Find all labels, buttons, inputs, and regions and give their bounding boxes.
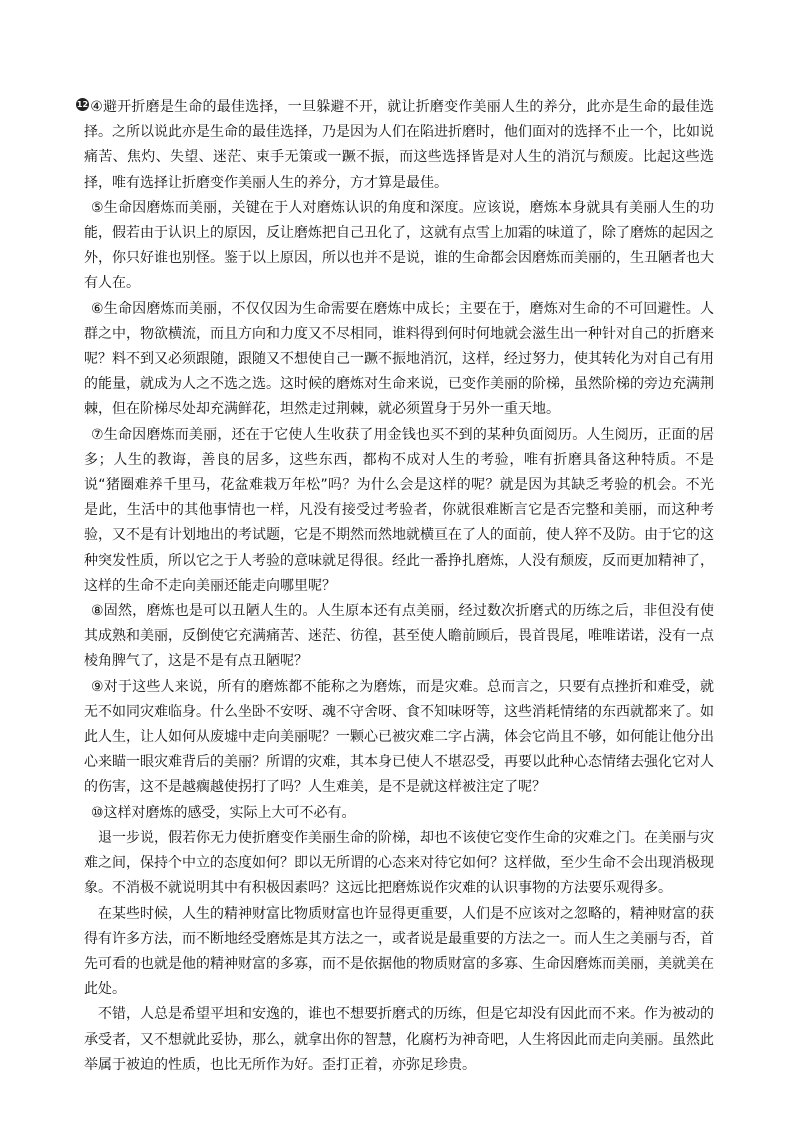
question-number-badge: 12 [76, 100, 89, 109]
paragraph-13: 不错，人总是希望平坦和安逸的，谁也不想要折磨式的历练，但是它却没有因此而不来。作为被动的承受者，又不想就此妥协，那么，就拿出你的智慧，化腐朽为神奇吧，人生将因此而走向美丽。虽然此举属于被迫的性质，也比无所作为好。歪打正着，亦弥足珍贵。 [84, 1006, 714, 1073]
paragraph-4-text: ④避开折磨是生命的最佳选择，一旦躲避不开，就让折磨变作美丽人生的养分，此亦是生命的最佳选择。之所以说此亦是生命的最佳选择，乃是因为人们在陷进折磨时，他们面对的选择不止一个，比如说痛苦、焦灼、失望、迷茫、束手无策或一蹶不振，而这些选择皆是对人生的消沉与颓废。比起这些选择，唯有选择让折磨变作美丽人生的养分，方才算是最佳。 [84, 99, 714, 191]
paragraph-8: ⑧固然，磨炼也是可以丑陋人生的。人生原本还有点美丽，经过数次折磨式的历练之后，非但没有使其成熟和美丽，反倒使它充满痛苦、迷茫、彷徨，甚至使人瞻前顾后，畏首畏尾，唯唯诺诺，没有一点棱角脾气了，这是不是有点丑陋呢？ [84, 603, 714, 670]
document-page [76, 95, 714, 1078]
paragraph-9: ⑨对于这些人来说，所有的磨炼都不能称之为磨炼，而是灾难。总而言之，只要有点挫折和难受，就无不如同灾难临身。什么坐卧不安呀、魂不守舍呀、食不知味呀等，这些消耗情绪的东西就都来了。如此人生，让人如何从废墟中走向美丽呢？一颗心已被灾难二字占满，体会它尚且不够，如何能让他分出心来瞄一眼灾难背后的美丽？所谓的灾难，其本身已使人不堪忍受，再要以此种心态情绪去强化它对人的伤害，这不是越瘸越使拐打了吗？人生难美，是不是就这样被注定了呢？ [84, 678, 714, 796]
paragraph-6: ⑥生命因磨炼而美丽，不仅仅因为生命需要在磨炼中成长；主要在于，磨炼对生命的不可回避性。人群之中，物欲横流，而且方向和力度又不尽相同，谁料得到何时何地就会滋生出一种针对自己的折磨来呢？料不到又必须跟随，跟随又不想使自己一蹶不振地消沉，这样，经过努力，使其转化为对自己有用的能量，就成为人之不选之选。这时候的磨炼对生命来说，已变作美丽的阶梯，虽然阶梯的旁边充满荆棘，但在阶梯尽处却充满鲜花，坦然走过荆棘，就必须置身于另外一重天地。 [84, 300, 714, 418]
paragraph-7: ⑦生命因磨炼而美丽，还在于它使人生收获了用金钱也买不到的某种负面阅历。人生阅历，正面的居多；人生的教诲，善良的居多，这些东西，都构不成对人生的考验，唯有折磨具备这种特质。不是说“猪圈难养千里马，花盆难栽万年松”吗？为什么会是这样的呢？就是因为其缺乏考验的机会。不光是此，生活中的其他事情也一样，凡没有接受过考验者，你就很难断言它是否完整和美丽，而这种考验，又不是有计划地出的考试题，它是不期然而然地就横亘在了人的面前，使人猝不及防。由于它的这种突发性质，所以它之于人考验的意味就足得很。经此一番挣扎磨炼，人没有颓废，反而更加精神了，这样的生命不走向美丽还能走向哪里呢？ [84, 426, 714, 594]
paragraph-10: ⑩这样对磨炼的感受，实际上大可不必有。 [91, 804, 356, 821]
paragraph-11: 退一步说，假若你无力使折磨变作美丽生命的阶梯，却也不该使它变作生命的灾难之门。在美丽与灾难之间，保持个中立的态度如何？即以无所谓的心态来对待它如何？这样做，至少生命不会出现消极现象。不消极不就说明其中有积极因素吗？这远比把磨炼说作灾难的认识事物的方法要乐观得多。 [84, 829, 714, 897]
paragraph-4 [76, 95, 714, 196]
paragraph-12: 在某些时候，人生的精神财富比物质财富也许显得更重要，人们是不应该对之忽略的，精神财富的获得有许多方法，而不断地经受磨炼是其方法之一，或者说是最重要的方法之一。而人生之美丽与否，首先可看的也就是他的精神财富的多寡，而不是依据他的物质财富的多寡、生命因磨炼而美丽，美就美在此处。 [84, 905, 714, 998]
paragraph-5: ⑤生命因磨炼而美丽，关键在于人对磨炼认识的角度和深度。应该说，磨炼本身就具有美丽人生的功能，假若由于认识上的原因，反让磨炼把自己丑化了，这就有点雪上加霜的味道了，除了磨炼的起因之外，你只好谁也别怪。鉴于以上原因，所以也并不是说，谁的生命都会因磨炼而美丽的，生丑陋者也大有人在。 [84, 199, 714, 292]
